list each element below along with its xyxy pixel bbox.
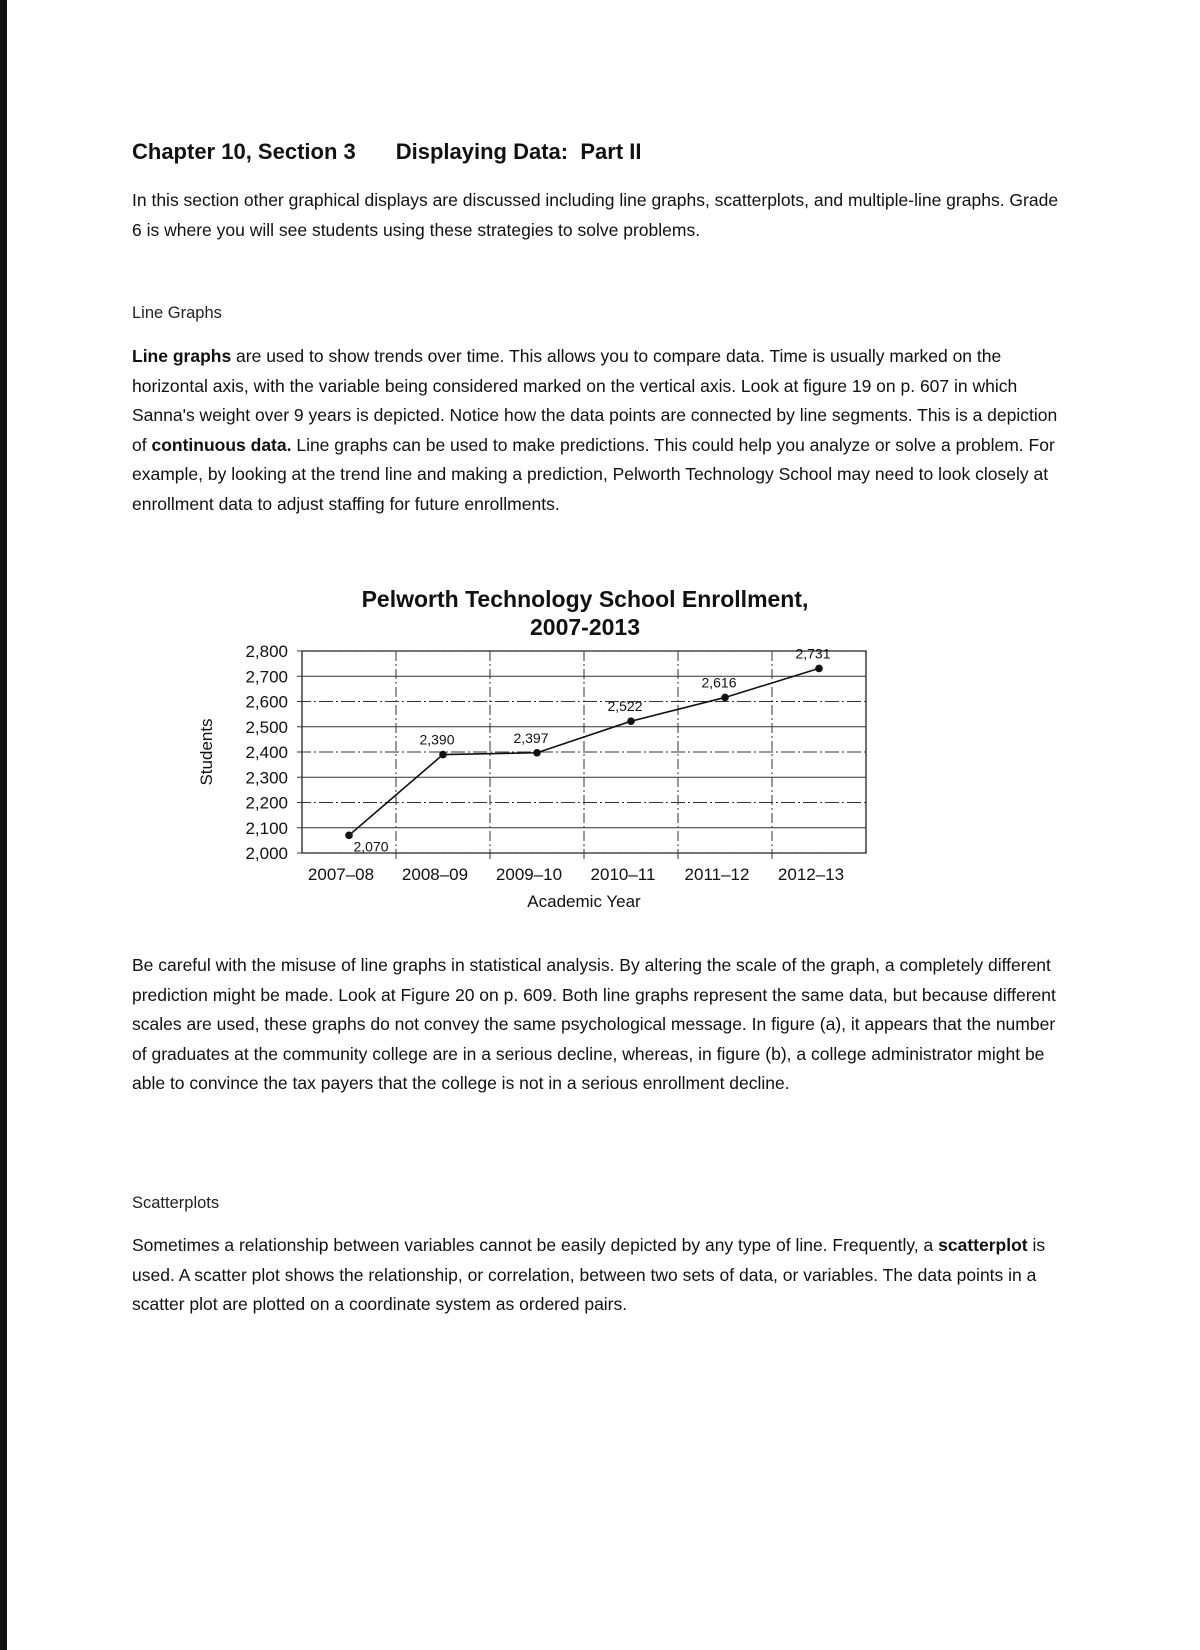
misuse-paragraph: Be careful with the misuse of line graphs in statistical analysis. By altering the scale of the graph, a completely different prediction might be made. Look at Figure 20 on p. 609. Both line graphs represent the same data, but because different scales are used, these graphs do not convey the same psychological message. In figure (a), it appears that the number of graduates at the community college are in a serious decline, whereas, in figure (b), a college administrator might be able to convince the tax payers that the college is not in a serious enrollment decline.: [132, 955, 1056, 1093]
y-tick-label: 2,100: [245, 818, 288, 838]
y-axis-label: Students: [197, 718, 216, 786]
x-tick-label: 2009–10: [495, 865, 563, 884]
line-graphs-heading: Line Graphs: [132, 304, 222, 322]
term-scatterplot: scatterplot: [938, 1235, 1028, 1255]
y-tick-label: 2,600: [245, 692, 288, 712]
data-point: [627, 717, 635, 725]
chapter-label: Chapter 10, Section 3: [132, 139, 356, 164]
x-tick-label: 2010–11: [590, 865, 656, 884]
text: Sometimes a relationship between variables cannot be easily depicted by any type of line. Frequently, a: [132, 1235, 939, 1255]
data-point: [815, 665, 823, 673]
term-line-graphs: Line graphs: [132, 346, 232, 366]
chart-title-line2: 2007-2013: [530, 614, 640, 640]
y-tick-label: 2,200: [245, 793, 288, 813]
x-tick-label: 2008–09: [401, 865, 469, 884]
y-tick-label: 2,800: [245, 642, 288, 661]
text: are used to show trends over time. This allows you to compare data. Time is usually marked on the horizontal axis, with the variable being considered marked on the vertical axis. Look at figure 19 on p. 607 in which Sanna's weight over 9 years is depicted. Notice how the data points are connected by line segments. This is a depiction of: [132, 346, 1058, 455]
y-tick-label: 2,000: [245, 844, 288, 863]
text: Line graphs can be used to make predictions. This could help you analyze or solve a problem. For example, by looking at the trend line and making a prediction, Pelworth Technology School may need to look closely at enrollment data to adjust staffing for future enrollments.: [132, 434, 1055, 514]
x-axis-label: Academic Year: [527, 892, 641, 911]
scatterplots-heading: Scatterplots: [132, 1194, 220, 1212]
y-tick-label: 2,400: [245, 743, 288, 762]
x-tick-label: 2012–13: [777, 865, 845, 884]
data-label: 2,397: [513, 729, 549, 746]
chart-title-line1: Pelworth Technology School Enrollment,: [361, 586, 809, 612]
y-tick-label: 2,300: [245, 768, 288, 788]
data-point: [533, 749, 541, 757]
term-continuous-data: continuous data.: [151, 434, 292, 455]
y-tick-label: 2,700: [245, 667, 288, 687]
data-label: 2,390: [419, 731, 455, 748]
data-point: [721, 694, 729, 702]
text: is used. A scatter plot shows the relationship, or correlation, between two sets of data, or variables. The data points in a scatter plot are plotted on a coordinate system as ordered pairs.: [132, 1235, 1046, 1314]
y-tick-label: 2,500: [245, 717, 288, 737]
data-label: 2,616: [701, 674, 737, 691]
section-title: Displaying Data: Part II: [395, 139, 642, 164]
x-tick-label: 2007–08: [307, 865, 375, 884]
x-tick-label: 2011–12: [684, 865, 750, 884]
data-point: [439, 751, 447, 759]
intro-paragraph: In this section other graphical displays are discussed including line graphs, scatterplots, and multiple-line graphs. Grade 6 is where you will see students using these strategies to solve problems.: [132, 190, 1059, 240]
data-label: 2,731: [795, 645, 831, 662]
data-label: 2,070: [353, 838, 389, 855]
data-point: [345, 832, 353, 840]
data-label: 2,522: [607, 698, 643, 715]
scatterplots-paragraph: [132, 1231, 1072, 1320]
